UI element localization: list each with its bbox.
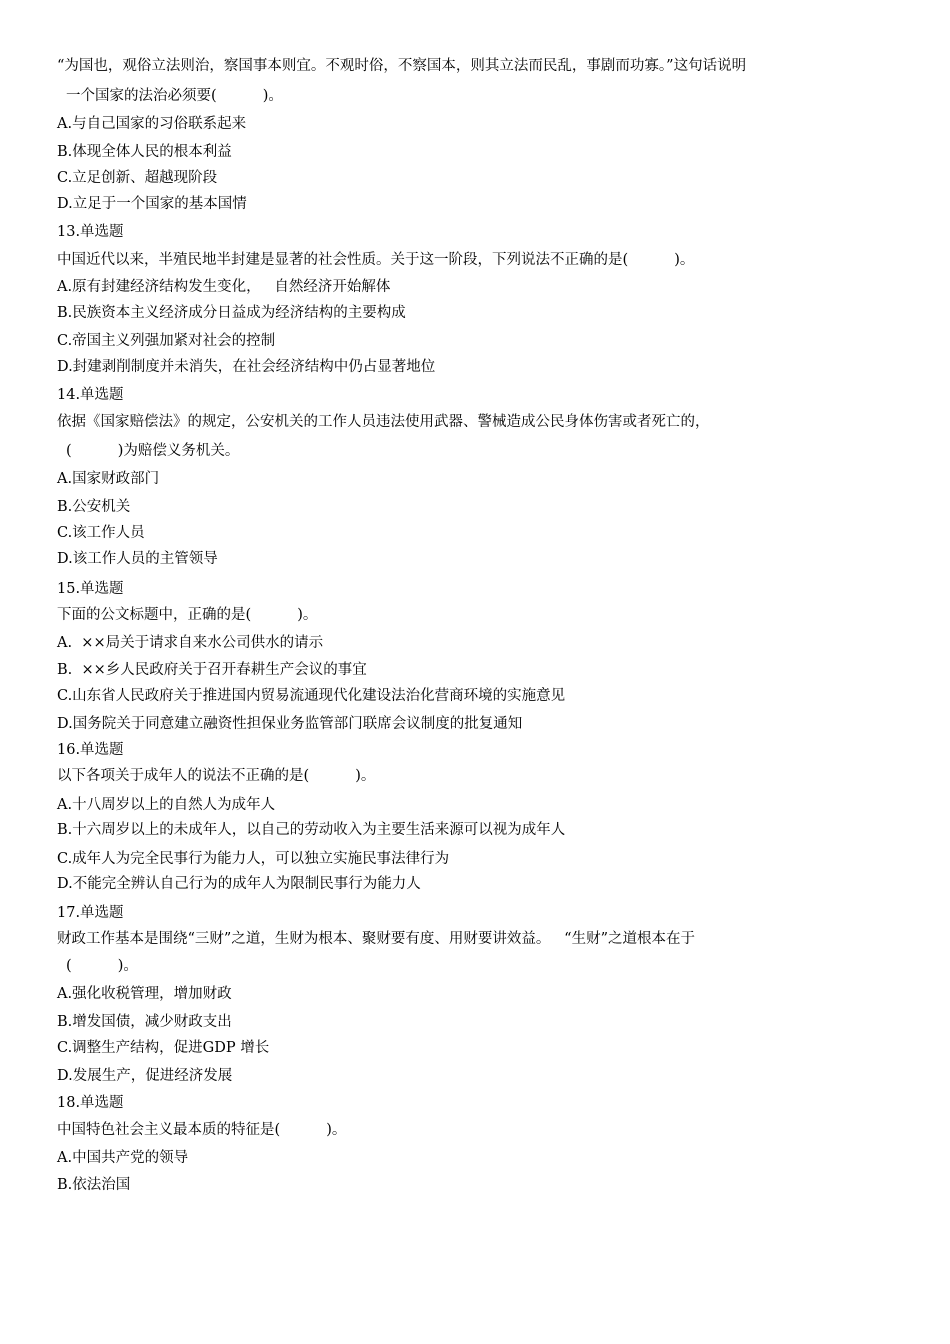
option-c: C.山东省人民政府关于推进国内贸易流通现代化建设法治化营商环境的实施意见 (57, 688, 566, 704)
option-a: A.国家财政部门 (57, 471, 160, 487)
option-a: A.与自己国家的习俗联系起来 (57, 116, 247, 132)
option-b: B.依法治国 (57, 1177, 131, 1193)
question-header: 16.单选题 (57, 742, 124, 758)
option-b: B.体现全体人民的根本利益 (57, 144, 232, 160)
question-stem: 一个国家的法治必须要( )。 (66, 88, 283, 104)
question-stem: “为国也，观俗立法则治，察国事本则宜。不观时俗，不察国本，则其立法而民乱，事剧而功寡。”这句话说明 (57, 58, 747, 74)
question-header: 18.单选题 (57, 1095, 124, 1111)
option-a: A. ××局关于请求自来水公司供水的请示 (57, 635, 324, 651)
question-stem: 中国近代以来，半殖民地半封建是显著的社会性质。关于这一阶段，下列说法不正确的是( )。 (57, 252, 695, 268)
option-b: B.十六周岁以上的未成年人，以自己的劳动收入为主要生活来源可以视为成年人 (57, 822, 566, 838)
question-stem: 财政工作基本是围绕“三财”之道，生财为根本、聚财要有度、用财要讲效益。 “生财”之道根本在于 (57, 931, 695, 947)
option-d: D.该工作人员的主管领导 (57, 551, 218, 567)
question-stem: 下面的公文标题中，正确的是( )。 (57, 607, 318, 623)
question-stem: ( )。 (66, 958, 138, 974)
option-a: A.十八周岁以上的自然人为成年人 (57, 797, 276, 813)
question-stem: 依据《国家赔偿法》的规定，公安机关的工作人员违法使用武器、警械造成公民身体伤害或者死亡的， (57, 414, 710, 430)
option-a: A.强化收税管理，增加财政 (57, 986, 232, 1002)
option-b: B.民族资本主义经济成分日益成为经济结构的主要构成 (57, 305, 406, 321)
option-a: A.中国共产党的领导 (57, 1150, 189, 1166)
option-d: D.不能完全辨认自己行为的成年人为限制民事行为能力人 (57, 876, 421, 892)
option-c: C.该工作人员 (57, 525, 145, 541)
option-b: B.公安机关 (57, 499, 131, 515)
option-c: C.立足创新、超越现阶段 (57, 170, 218, 186)
option-d: D.国务院关于同意建立融资性担保业务监管部门联席会议制度的批复通知 (57, 716, 523, 732)
question-stem: ( )为赔偿义务机关。 (66, 443, 240, 459)
option-c: C.调整生产结构，促进GDP 增长 (57, 1040, 270, 1056)
option-d: D.发展生产，促进经济发展 (57, 1068, 233, 1084)
question-header: 17.单选题 (57, 905, 124, 921)
question-header: 15.单选题 (57, 581, 124, 597)
option-d: D.立足于一个国家的基本国情 (57, 196, 247, 212)
question-header: 14.单选题 (57, 387, 124, 403)
question-stem: 以下各项关于成年人的说法不正确的是( )。 (57, 768, 376, 784)
option-b: B. ××乡人民政府关于召开春耕生产会议的事宜 (57, 662, 367, 678)
option-b: B.增发国债，减少财政支出 (57, 1014, 232, 1030)
option-c: C.成年人为完全民事行为能力人，可以独立实施民事法律行为 (57, 851, 450, 867)
question-header: 13.单选题 (57, 224, 124, 240)
question-stem: 中国特色社会主义最本质的特征是( )。 (57, 1122, 347, 1138)
option-d: D.封建剥削制度并未消失，在社会经济结构中仍占显著地位 (57, 359, 436, 375)
option-c: C.帝国主义列强加紧对社会的控制 (57, 333, 276, 349)
option-a: A.原有封建经济结构发生变化， 自然经济开始解体 (57, 279, 391, 295)
